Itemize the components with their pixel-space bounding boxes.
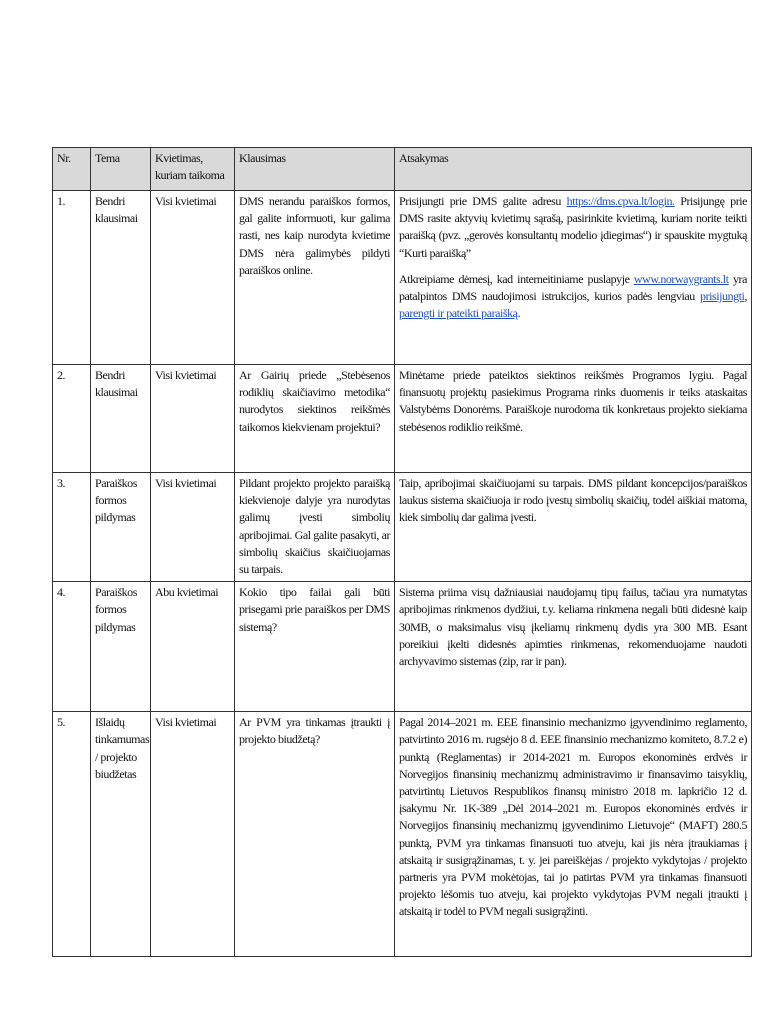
- cell-atsakymas: Minėtame priede pateiktos siektinos reikšmės Programos lygiu. Pagal finansuotų projektų pasiekimus Programa rinks duomenis ir teiks ataskaitas Valstybėms Donorėms. Paraiškoje nurodoma tik konkretaus projekto siekiama stebėsenos rodiklio reikšmė.: [395, 365, 752, 473]
- dms-login-link[interactable]: https://dms.cpva.lt/login.: [566, 194, 675, 208]
- norwaygrants-link[interactable]: www.norwaygrants.lt: [633, 271, 729, 286]
- faq-table: [52, 147, 752, 957]
- cell-kvietimas: Visi kvietimai: [151, 191, 235, 365]
- cell-klausimas: DMS nerandu paraiškos formos, gal galite informuoti, kur galima rasti, nes kaip nurodyta kvietime DMS nėra galimybės pildyti paraiškos online.: [235, 191, 395, 365]
- header-klausimas: Klausimas: [235, 148, 395, 191]
- table-header-row: [53, 148, 752, 191]
- cell-tema: Paraiškos formos pildymas: [91, 582, 151, 712]
- cell-atsakymas: Sistema priima visų dažniausiai naudojamų tipų failus, tačiau yra numatytas apribojimas rinkmenos dydžiui, t.y. keliama rinkmena negali būti didesnė kaip 30MB, o maksimalus visų įkeliamų rinkmenų dydis yra 300 MB. Esant poreikiui įkelti didesnės apimties rinkmenas, rekomenduojame naudoti archyvavimo sistemas (zip, rar ir pan).: [395, 582, 752, 712]
- parengti-pateikti-link[interactable]: parengti ir pateikti paraišką: [399, 306, 518, 321]
- answer-text: ,: [744, 289, 747, 304]
- faq-page: [52, 147, 751, 957]
- table-row: [53, 712, 752, 957]
- cell-tema: Bendri klausimai: [91, 365, 151, 473]
- header-kvietimas: Kvietimas, kuriam taikoma: [151, 148, 235, 191]
- table-row: [53, 191, 752, 365]
- header-atsakymas: Atsakymas: [395, 148, 752, 191]
- header-tema: Tema: [91, 148, 151, 191]
- cell-nr: 2.: [53, 365, 91, 473]
- cell-kvietimas: Abu kvietimai: [151, 582, 235, 712]
- cell-klausimas: Pildant projekto projekto paraišką kiekvienoje dalyje yra nurodytas galimų įvesti simbolių apribojimai. Gal galite pasakyti, ar simbolių skaičius skaičiuojamas su tarpais.: [235, 473, 395, 582]
- header-nr: Nr.: [53, 148, 91, 191]
- cell-tema: Išlaidų tinkamumas / projekto biudžetas: [91, 712, 151, 957]
- cell-klausimas: Kokio tipo failai gali būti prisegami prie paraiškos per DMS sistemą?: [235, 582, 395, 712]
- table-row: [53, 473, 752, 582]
- cell-kvietimas: Visi kvietimai: [151, 365, 235, 473]
- table-row: [53, 582, 752, 712]
- answer-text: .: [517, 306, 521, 321]
- cell-klausimas: Ar PVM yra tinkamas įtraukti į projekto biudžetą?: [235, 712, 395, 957]
- cell-nr: 1.: [53, 191, 91, 365]
- answer-paragraph: [399, 193, 747, 262]
- cell-klausimas: Ar Gairių priede „Stebėsenos rodiklių skaičiavimo metodika“ nurodytos siektinos reikšmės taikomos kiekvienam projektui?: [235, 365, 395, 473]
- cell-kvietimas: Visi kvietimai: [151, 712, 235, 957]
- cell-atsakymas: Pagal 2014–2021 m. EEE finansinio mechanizmo įgyvendinimo reglamento, patvirtinto 2016 m. rugsėjo 8 d. EEE finansinio mechanizmo komiteto, 8.7.2 e) punktą (Reglamentas) ir 2014-2021 m. Europos ekonominės erdvės ir Norvegijos finansinių mechanizmų administravimo ir finansavimo taisyklių, patvirtintų Lietuvos Respublikos finansų ministro 2018 m. lapkričio 12 d. įsakymu Nr. 1K-389 „Dėl 2014–2021 m. Europos ekonominės erdvės ir Norvegijos finansinių mechanizmų įgyvendinimo Lietuvoje“ (MAFT) 280.5 punktą, PVM yra tinkamas finansuoti tuo atveju, kai jis nėra įtraukiamas į atskaitą ir susigrąžinamas, t. y. jei pareiškėjas / projekto vykdytojas / projekto partneris yra PVM mokėtojas, tai jo patirtas PVM yra tinkamas finansuoti projekto lėšomis tuo atveju, kai projekto vykdytojas PVM negali įtraukti į atskaitą ir todėl to PVM negali susigrąžinti.: [395, 712, 752, 957]
- answer-text: yra patalpintos DMS naudojimosi istrukcijos, kurios padės lengviau: [399, 271, 747, 304]
- cell-nr: 5.: [53, 712, 91, 957]
- cell-tema: Paraiškos formos pildymas: [91, 473, 151, 582]
- answer-text: Atkreipiame dėmesį, kad interneitiniame puslapyje: [399, 271, 634, 286]
- cell-atsakymas: Taip, apribojimai skaičiuojami su tarpais. DMS pildant koncepcijos/paraiškos laukus sistema skaičiuoja ir rodo įvestų simbolių skaičių, todėl aiškiai matoma, kiek simbolių dar galima įvesti.: [395, 473, 752, 582]
- answer-paragraph: [399, 271, 747, 323]
- table-row: [53, 365, 752, 473]
- answer-text: Prisijungti prie DMS galite adresu: [399, 194, 567, 208]
- cell-nr: 4.: [53, 582, 91, 712]
- cell-nr: 3.: [53, 473, 91, 582]
- cell-atsakymas: [395, 191, 752, 365]
- prisijungti-link[interactable]: prisijungti: [700, 289, 745, 304]
- cell-kvietimas: Visi kvietimai: [151, 473, 235, 582]
- answer-text: Prisijungę prie DMS rasite aktyvių kvietimų sąrašą, pasirinkite kvietimą, kuriam norite teikti paraišką (pvz. „gerovės konsultantų modelio įdiegimas“) ir spauskite mygtuką “Kurti paraišką”: [399, 194, 748, 260]
- cell-tema: Bendri klausimai: [91, 191, 151, 365]
